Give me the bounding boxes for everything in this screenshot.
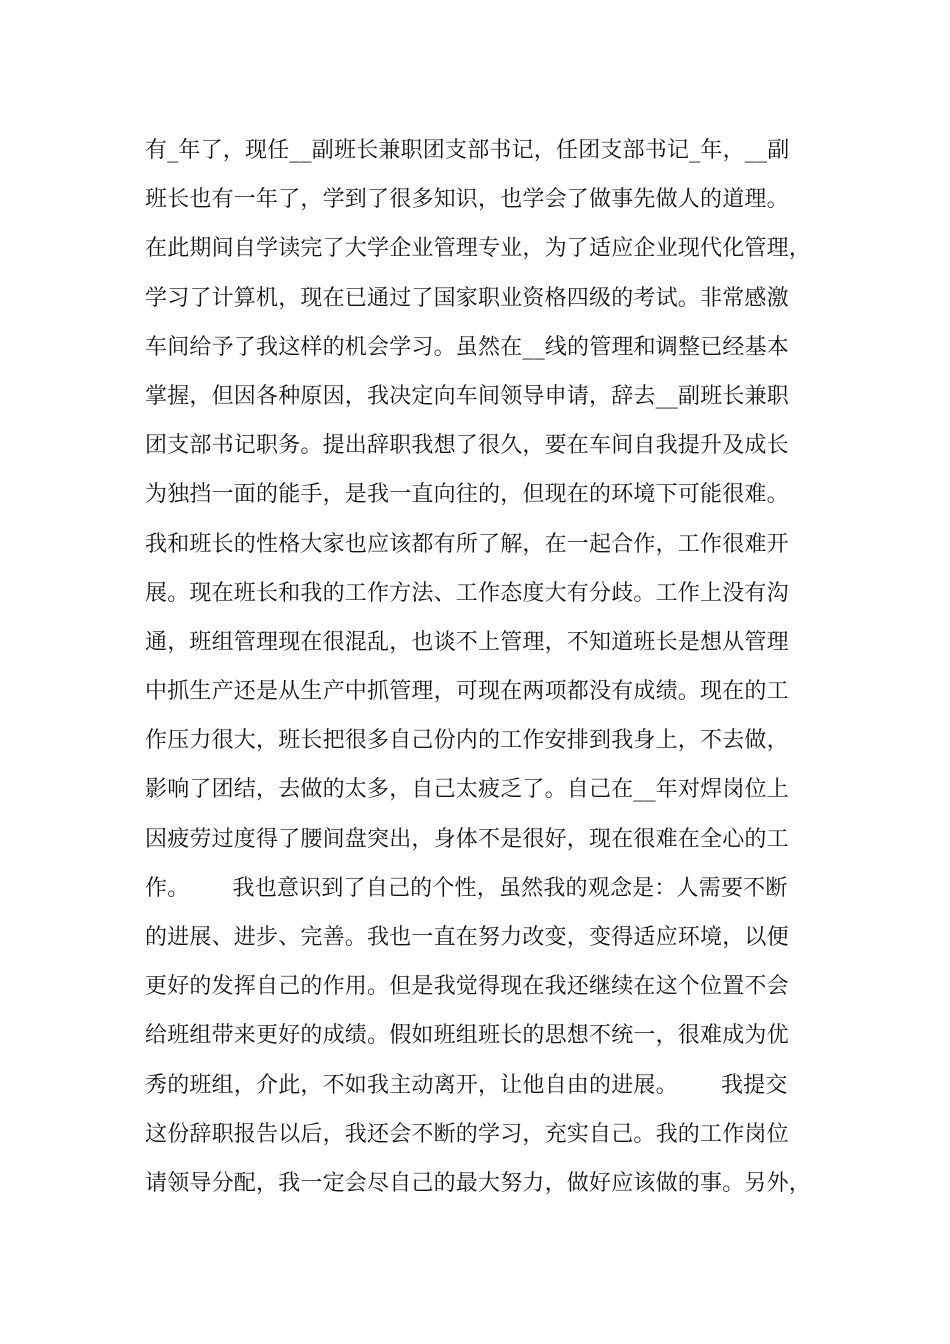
resignation-letter-body [145, 131, 825, 1213]
text-line: 学习了计算机，现在已通过了国家职业资格四级的考试。非常感激 [145, 285, 789, 311]
text-line: 的进展、进步、完善。我也一直在努力改变，变得适应环境，以便 [145, 925, 789, 950]
text-line: 影响了团结，去做的太多，自己太疲乏了。自己在__年对焊岗位上 [145, 777, 790, 803]
text-line: 作。 我也意识到了自己的个性，虽然我的观念是：人需要不断 [145, 875, 788, 901]
text-line: 秀的班组，介此，不如我主动离开，让他自由的进展。 我提交 [145, 1072, 788, 1098]
text-line: 作压力很大，班长把很多自己份内的工作安排到我身上，不去做， [145, 728, 789, 754]
text-line: 有_年了，现任__副班长兼职团支部书记，任团支部书记_年，__副 [145, 138, 790, 163]
text-line: 在此期间自学读完了大学企业管理专业，为了适应企业现代化管理， [145, 236, 812, 262]
text-line: 班长也有一年了，学到了很多知识，也学会了做事先做人的道理。 [145, 187, 789, 213]
text-line: 车间给予了我这样的机会学习。虽然在__线的管理和调整已经基本 [145, 334, 790, 360]
text-line: 团支部书记职务。提出辞职我想了很久，要在车间自我提升及成长 [145, 433, 789, 459]
text-line: 通，班组管理现在很混乱，也谈不上管理，不知道班长是想从管理 [145, 629, 789, 655]
text-line: 给班组带来更好的成绩。假如班组班长的思想不统一，很难成为优 [145, 1023, 789, 1049]
text-line: 为独挡一面的能手，是我一直向往的，但现在的环境下可能很难。 [145, 482, 789, 508]
text-line: 展。现在班长和我的工作方法、工作态度大有分歧。工作上没有沟 [145, 580, 789, 606]
text-line: 因疲劳过度得了腰间盘突出，身体不是很好，现在很难在全心的工 [145, 826, 789, 852]
text-line: 这份辞职报告以后，我还会不断的学习，充实自己。我的工作岗位 [145, 1121, 789, 1147]
text-line: 我和班长的性格大家也应该都有所了解，在一起合作，工作很难开 [145, 531, 789, 557]
text-line: 中抓生产还是从生产中抓管理，可现在两项都没有成绩。现在的工 [145, 679, 789, 705]
text-line: 掌握，但因各种原因，我决定向车间领导申请，辞去__副班长兼职 [145, 383, 790, 409]
text-line: 更好的发挥自己的作用。但是我觉得现在我还继续在这个位置不会 [145, 974, 789, 1000]
text-line: 请领导分配，我一定会尽自己的最大努力，做好应该做的事。另外， [145, 1170, 812, 1196]
